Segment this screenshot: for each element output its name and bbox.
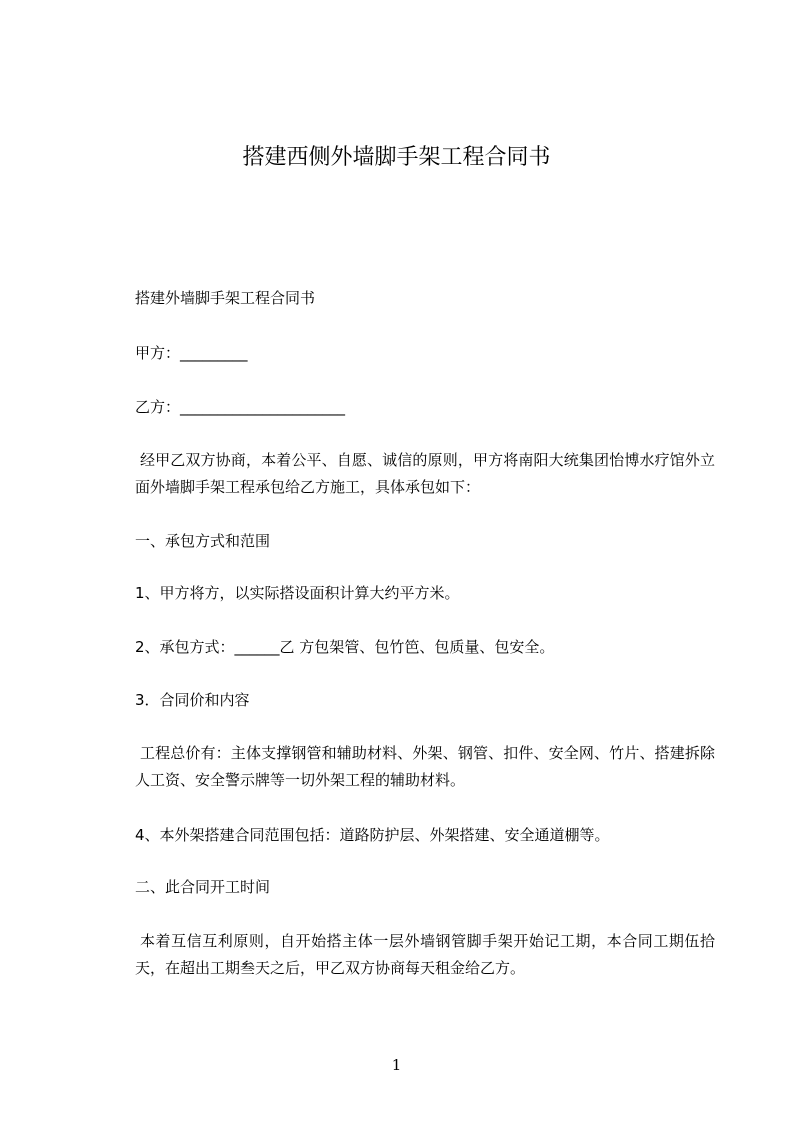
- clause-2-paragraph: 2、承包方式：______乙 方包架管、包竹笆、包质量、包安全。: [135, 638, 555, 656]
- clause-3-heading: 3．合同价和内容: [135, 691, 250, 709]
- section-heading-2: 二、此合同开工时间: [135, 878, 271, 896]
- price-content-paragraph: 工程总价有：主体支撑钢管和辅助材料、外架、钢管、扣件、安全网、竹片、搭建拆除人工资、安全警示牌等一切外架工程的辅助材料。: [135, 744, 715, 789]
- clause-4-paragraph: 4、本外架搭建合同范围包括：道路防护层、外架搭建、安全通道棚等。: [135, 826, 610, 844]
- party-a-line: 甲方：_________: [135, 344, 248, 362]
- clause-1-paragraph: 1、甲方将方，以实际搭设面积计算大约平方米。: [135, 584, 460, 602]
- party-b-line: 乙方：______________________: [135, 398, 346, 416]
- section-heading-1: 一、承包方式和范围: [135, 532, 271, 550]
- page-number: 1: [391, 1056, 402, 1074]
- schedule-paragraph: 本着互信互利原则，自开始搭主体一层外墙钢管脚手架开始记工期，本合同工期伍拾天，在超出工期叁天之后，甲乙双方协商每天租金给乙方。: [135, 932, 715, 977]
- document-title: 搭建西侧外墙脚手架工程合同书: [242, 145, 551, 170]
- intro-paragraph: 经甲乙双方协商，本着公平、自愿、诚信的原则，甲方将南阳大统集团怡博水疗馆外立面外墙脚手架工程承包给乙方施工，具体承包如下：: [135, 451, 715, 496]
- subtitle-paragraph: 搭建外墙脚手架工程合同书: [135, 289, 316, 307]
